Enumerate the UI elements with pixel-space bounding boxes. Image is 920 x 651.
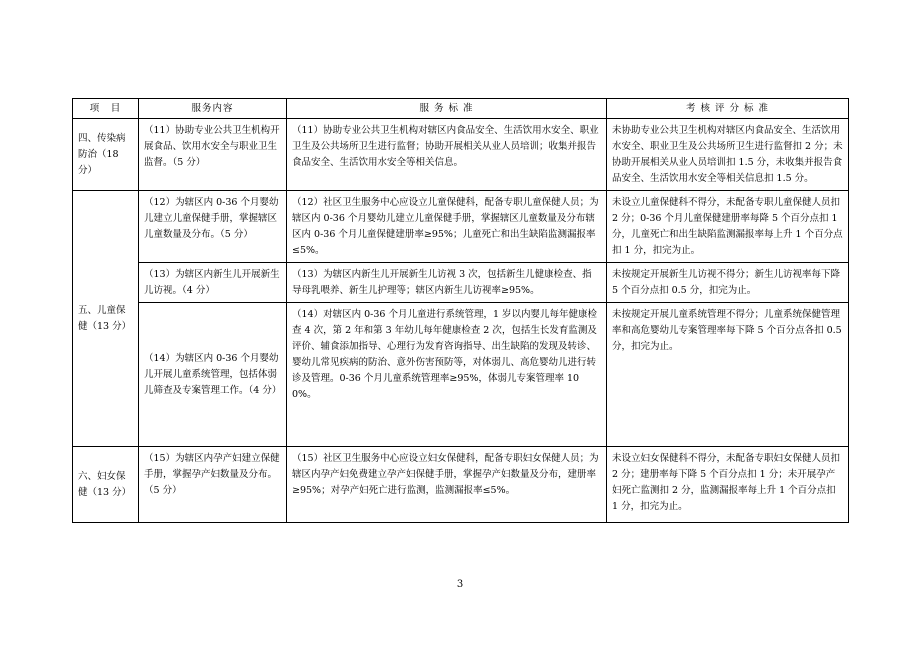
table-row <box>73 263 849 303</box>
row-standard: （15）社区卫生服务中心应设立妇女保健科，配备专职妇女保健人员；为辖区内孕产妇免费建立孕产妇保健手册，掌握孕产妇数量及分布，建册率≥95%；对孕产妇死亡进行监测，监测漏报率≤5%。 <box>287 447 607 523</box>
header-content: 服务内容 <box>139 99 287 119</box>
header-item: 项 目 <box>73 99 139 119</box>
row-evaluation: 未协助专业公共卫生机构对辖区内食品安全、生活饮用水安全、职业卫生及公共场所卫生进行监督扣 2 分；未协助开展相关从业人员培训扣 1.5 分，未收集并报告食品安全、生活饮用水安全等相关信息扣 1.5 分。 <box>607 119 849 191</box>
header-evaluation: 考 核 评 分 标 准 <box>607 99 849 119</box>
row-standard: （11）协助专业公共卫生机构对辖区内食品安全、生活饮用水安全、职业卫生及公共场所卫生进行监督；协助开展相关从业人员培训；收集并报告食品安全、生活饮用水安全等相关信息。 <box>287 119 607 191</box>
row-evaluation: 未按规定开展儿童系统管理不得分；儿童系统保健管理率和高危婴幼儿专案管理率每下降 5 个百分点各扣 0.5 分，扣完为止。 <box>607 303 849 447</box>
row-standard: （12）社区卫生服务中心应设立儿童保健科，配备专职儿童保健人员；为辖区内 0-36 个月婴幼儿建立儿童保健手册，掌握辖区儿童数量及分布辖区内 0-36 个月儿童保健建册率≥95%；儿童死亡和出生缺陷监测漏报率≤5%。 <box>287 191 607 263</box>
table-header-row <box>73 99 849 119</box>
row-content: （14）为辖区内 0-36 个月婴幼儿开展儿童系统管理，包括体弱儿筛查及专案管理工作。（4 分） <box>139 303 287 447</box>
table-row <box>73 119 849 191</box>
row-content: （13）为辖区内新生儿开展新生儿访视。（4 分） <box>139 263 287 303</box>
header-standard: 服 务 标 准 <box>287 99 607 119</box>
row-standard: （14）对辖区内 0-36 个月儿童进行系统管理，1 岁以内婴儿每年健康检查 4 次，第 2 年和第 3 年幼儿每年健康检查 2 次，包括生长发育监测及评价、辅食添加指导、心理行为发育咨询指导、出生缺陷的发现及转诊、婴幼儿常见疾病的防治、意外伤害预防等，对体弱儿、高危婴幼儿进行转诊及管理。0-36 个月儿童系统管理率≥95%，体弱儿专案管理率 100%。 <box>287 303 607 447</box>
row-content: （12）为辖区内 0-36 个月婴幼儿建立儿童保健手册，掌握辖区儿童数量及分布。（5 分） <box>139 191 287 263</box>
row-evaluation: 未设立妇女保健科不得分，未配备专职妇女保健人员扣 2 分；建册率每下降 5 个百分点扣 1 分；未开展孕产妇死亡监测扣 2 分，监测漏报率每上升 1 个百分点扣 1 分，扣完为止。 <box>607 447 849 523</box>
row-item: 五、儿童保健（13 分） <box>73 191 139 447</box>
page-number: 3 <box>456 579 464 590</box>
row-item: 四、传染病防治（18 分） <box>73 119 139 191</box>
service-standard-table <box>72 98 849 523</box>
row-evaluation: 未按规定开展新生儿访视不得分；新生儿访视率每下降 5 个百分点扣 0.5 分，扣完为止。 <box>607 263 849 303</box>
row-content: （11）协助专业公共卫生机构开展食品、饮用水安全与职业卫生监督。（5 分） <box>139 119 287 191</box>
row-item: 六、妇女保健（13 分） <box>73 447 139 523</box>
table-row <box>73 303 849 447</box>
table-row <box>73 191 849 263</box>
row-standard: （13）为辖区内新生儿开展新生儿访视 3 次，包括新生儿健康检查、指导母乳喂养、新生儿护理等；辖区内新生儿访视率≥95%。 <box>287 263 607 303</box>
row-content: （15）为辖区内孕产妇建立保健手册，掌握孕产妇数量及分布。（5 分） <box>139 447 287 523</box>
row-evaluation: 未设立儿童保健科不得分，未配备专职儿童保健人员扣 2 分；0-36 个月儿童保健建册率每降 5 个百分点扣 1 分，儿童死亡和出生缺陷监测漏报率每上升 1 个百分点扣 1 分，扣完为止。 <box>607 191 849 263</box>
table-row <box>73 447 849 523</box>
